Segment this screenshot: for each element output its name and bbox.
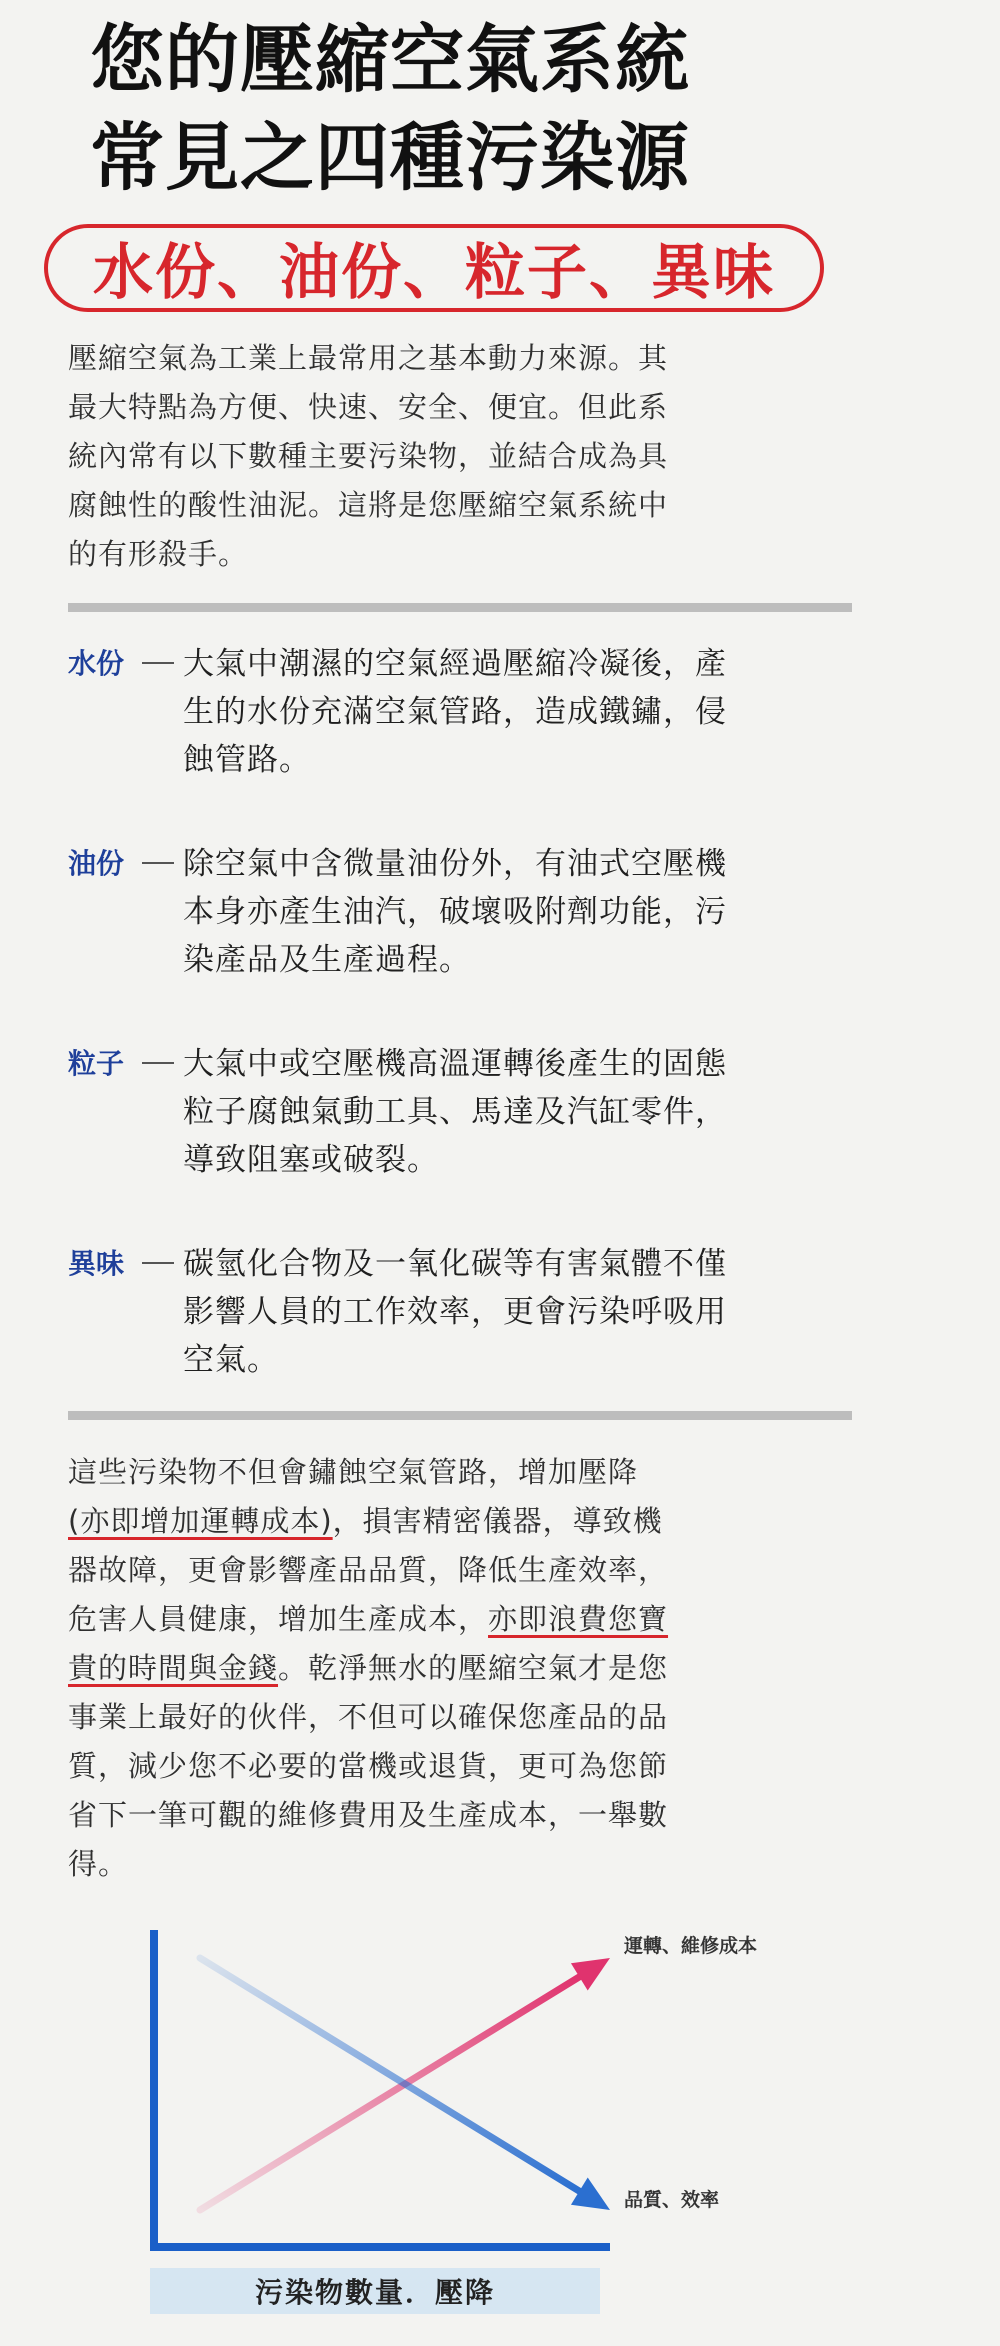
title-line-1: 您的壓縮空氣系統 (90, 17, 690, 103)
description-line: 大氣中或空壓機高溫運轉後產生的固態 (183, 1046, 727, 1082)
conclusion-line (68, 1595, 864, 1644)
contaminant-description (183, 840, 923, 984)
conclusion-line (68, 1644, 864, 1693)
conclusion-line: 事業上最好的伙伴，不但可以確保您產品的品 (68, 1700, 669, 1734)
conclusion-text: ，損害精密儀器，導致機 (332, 1504, 663, 1538)
underlined-phrase: 貴的時間與金錢 (68, 1651, 279, 1685)
description-line: 除空氣中含微量油份外，有油式空壓機 (183, 846, 727, 882)
description-line: 生的水份充滿空氣管路，造成鐵鏽，侵 (183, 694, 727, 730)
contaminant-description (183, 1240, 923, 1384)
intro-paragraph (68, 334, 864, 579)
intro-line: 腐蝕性的酸性油泥。這將是您壓縮空氣系統中 (68, 488, 669, 522)
underlined-phrase: 亦即浪費您寶 (488, 1602, 669, 1636)
contaminant-description (183, 640, 923, 784)
x-axis-label: 污染物數量．壓降 (254, 2276, 495, 2309)
intro-line: 統內常有以下數種主要污染物，並結合成為具 (68, 439, 669, 473)
series-line (200, 1958, 579, 2191)
description-line: 空氣。 (183, 1342, 279, 1378)
description-line: 染產品及生產過程。 (183, 942, 471, 978)
description-line: 蝕管路。 (183, 742, 311, 778)
intro-line: 壓縮空氣為工業上最常用之基本動力來源。其 (68, 341, 669, 375)
x-axis-label-box (150, 2268, 600, 2314)
divider-top (68, 603, 852, 612)
contaminant-label: 油份 (68, 847, 125, 880)
contaminant-label: 粒子 (68, 1047, 125, 1080)
intro-line: 的有形殺手。 (68, 537, 249, 571)
label-dash (142, 662, 174, 664)
conclusion-line: 得。 (68, 1847, 129, 1881)
title-line-2: 常見之四種污染源 (90, 115, 690, 201)
conclusion-line: 質，減少您不必要的當機或退貨，更可為您節 (68, 1749, 669, 1783)
conclusion-line: 器故障，更會影響產品品質，降低生產效率， (68, 1553, 669, 1587)
description-line: 大氣中潮濕的空氣經過壓縮冷凝後，產 (183, 646, 727, 682)
contaminant-description (183, 1040, 923, 1184)
contaminant-label: 異味 (68, 1247, 125, 1280)
label-dash (142, 862, 174, 864)
conclusion-text: 危害人員健康，增加生產成本， (68, 1602, 489, 1636)
conclusion-text: 。乾淨無水的壓縮空氣才是您 (278, 1651, 669, 1685)
description-line: 碳氫化合物及一氧化碳等有害氣體不僅 (183, 1246, 727, 1282)
label-dash (142, 1062, 174, 1064)
subtitle-pill (44, 224, 824, 312)
cost-quality-chart (140, 1920, 860, 2260)
conclusion-line: 這些污染物不但會鏽蝕空氣管路，增加壓降 (68, 1455, 639, 1489)
series-arrowhead (571, 1958, 610, 1990)
series-label: 品質、效率 (624, 2189, 720, 2211)
description-line: 影響人員的工作效率，更會污染呼吸用 (183, 1294, 727, 1330)
description-line: 本身亦產生油汽，破壞吸附劑功能，污 (183, 894, 727, 930)
series-line (200, 1977, 579, 2210)
intro-line: 最大特點為方便、快速、安全、便宜。但此系 (68, 390, 669, 424)
underlined-phrase: (亦即增加運轉成本) (68, 1504, 333, 1538)
conclusion-line: 省下一筆可觀的維修費用及生產成本，一舉數 (68, 1798, 669, 1832)
label-dash (142, 1262, 174, 1264)
conclusion-paragraph (68, 1448, 864, 1889)
description-line: 粒子腐蝕氣動工具、馬達及汽缸零件， (183, 1094, 727, 1130)
divider-bottom (68, 1411, 852, 1420)
conclusion-line (68, 1497, 864, 1546)
contaminant-label: 水份 (68, 647, 125, 680)
series-label: 運轉、維修成本 (624, 1935, 758, 1957)
description-line: 導致阻塞或破裂。 (183, 1142, 439, 1178)
subtitle-text: 水份、油份、粒子、異味 (93, 238, 775, 308)
series-arrowhead (571, 2178, 610, 2210)
